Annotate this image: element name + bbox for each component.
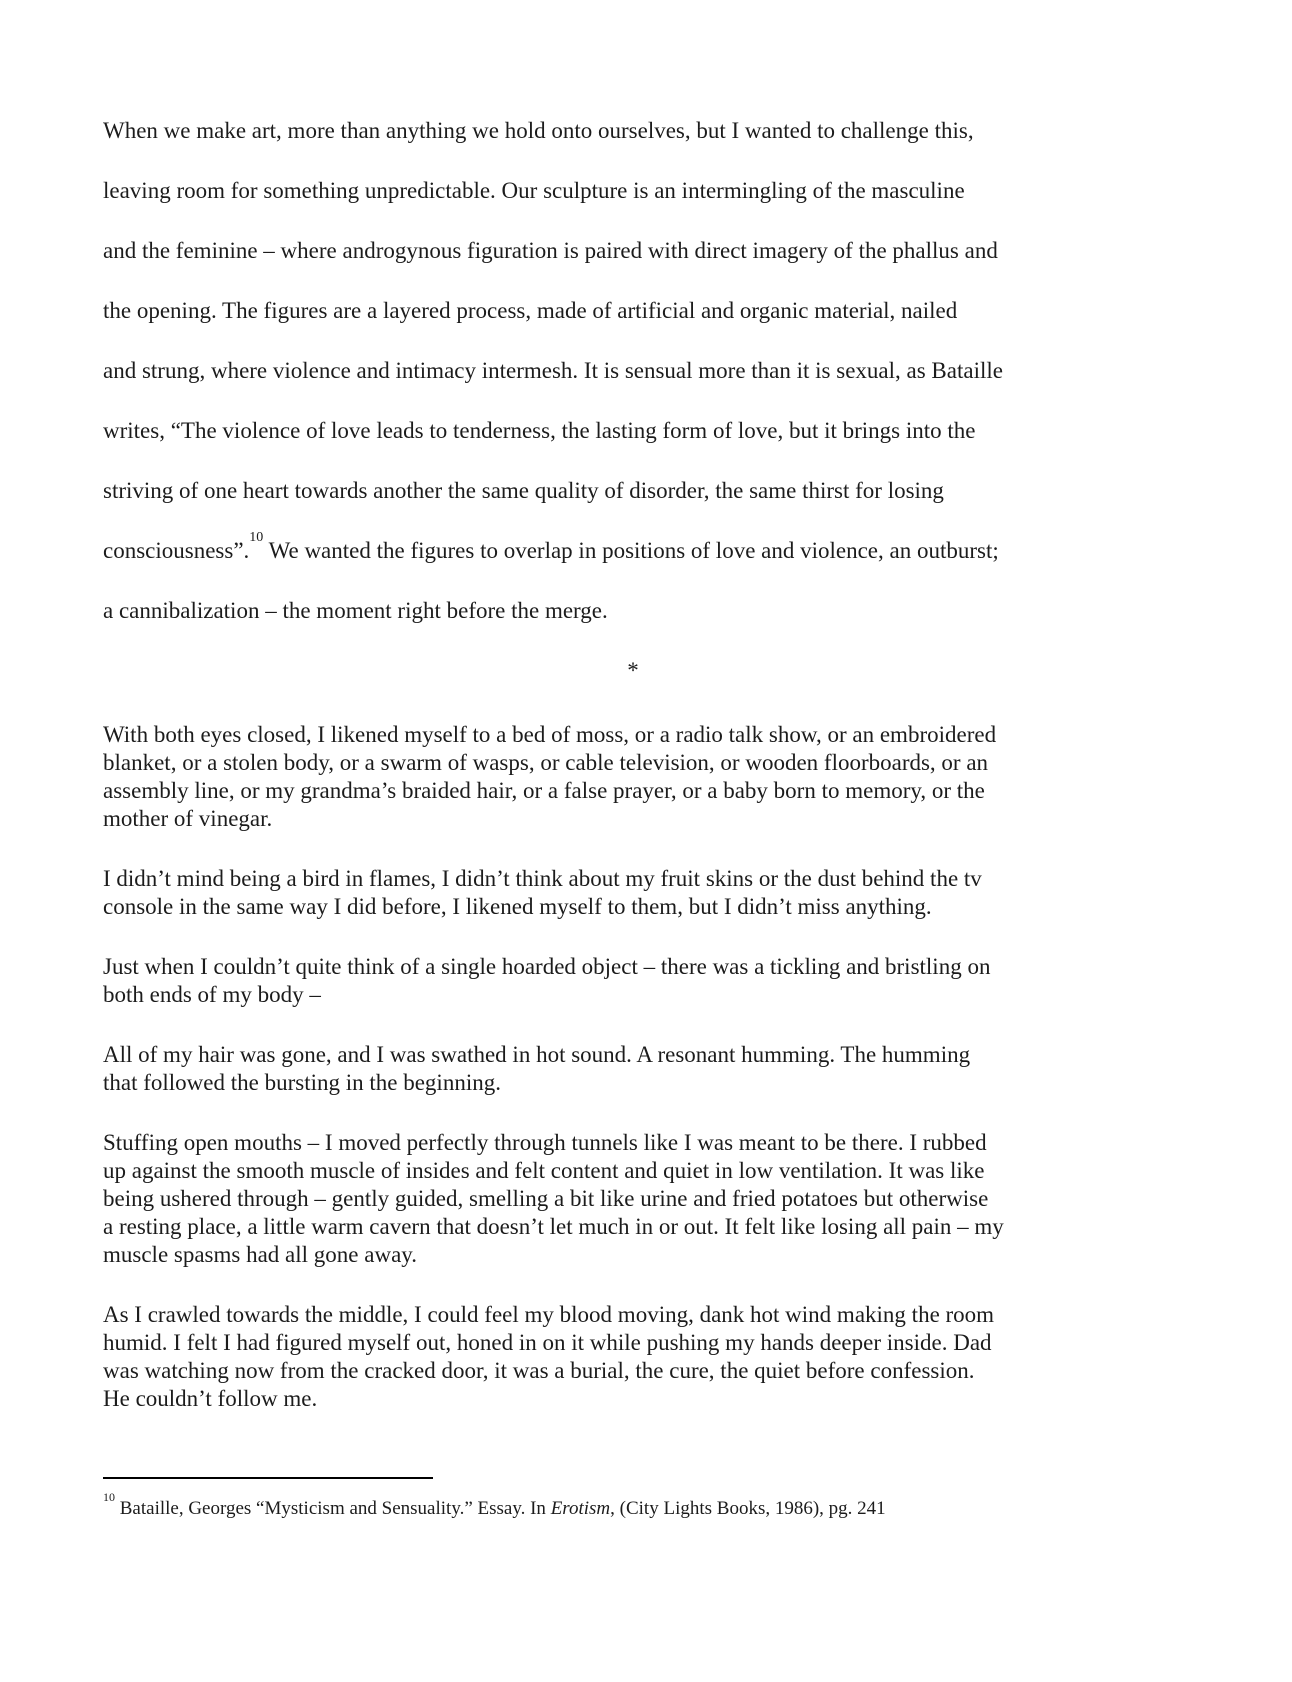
text-line: a cannibalization – the moment right before the merge. bbox=[103, 598, 608, 623]
essay-body bbox=[103, 101, 1163, 1522]
section-break-asterisk: * bbox=[627, 658, 639, 683]
footnote-10 bbox=[103, 1489, 1163, 1522]
text-line: and the feminine – where androgynous figuration is paired with direct imagery of the phallus and bbox=[103, 238, 998, 263]
text-line: and strung, where violence and intimacy intermesh. It is sensual more than it is sexual, as Bataille bbox=[103, 358, 1003, 383]
text-line: I didn’t mind being a bird in flames, I didn’t think about my fruit skins or the dust behind the tv bbox=[103, 866, 982, 891]
text-line: leaving room for something unpredictable. Our sculpture is an intermingling of the masculine bbox=[103, 178, 965, 203]
text-line: He couldn’t follow me. bbox=[103, 1386, 318, 1411]
text-line: muscle spasms had all gone away. bbox=[103, 1242, 418, 1267]
text-line: Stuffing open mouths – I moved perfectly through tunnels like I was meant to be there. I rubbed bbox=[103, 1130, 987, 1155]
text-line: When we make art, more than anything we hold onto ourselves, but I wanted to challenge this, bbox=[103, 118, 974, 143]
essay-paragraph-7 bbox=[103, 1301, 1163, 1413]
footnote-marker-10: 10 bbox=[103, 1489, 115, 1504]
text-line-with-footnote-ref bbox=[103, 521, 1163, 581]
essay-paragraph-2 bbox=[103, 721, 1163, 833]
text-line: the opening. The figures are a layered process, made of artificial and organic material, nailed bbox=[103, 298, 958, 323]
text-line: writes, “The violence of love leads to tenderness, the lasting form of love, but it brings into the bbox=[103, 418, 976, 443]
footnote-reference-10: 10 bbox=[249, 530, 264, 546]
text-line: With both eyes closed, I likened myself to a bed of moss, or a radio talk show, or an embroidered bbox=[103, 722, 997, 747]
footnote-book-title: Erotism bbox=[550, 1498, 611, 1519]
text-line: both ends of my body – bbox=[103, 982, 321, 1007]
text-line: As I crawled towards the middle, I could feel my blood moving, dank hot wind making the room bbox=[103, 1302, 995, 1327]
text-line: Just when I couldn’t quite think of a single hoarded object – there was a tickling and bristling on bbox=[103, 954, 991, 979]
footnote-text: Bataille, Georges “Mysticism and Sensuality.” Essay. In bbox=[115, 1498, 551, 1519]
text-line: up against the smooth muscle of insides and felt content and quiet in low ventilation. It was like bbox=[103, 1158, 985, 1183]
text-line: being ushered through – gently guided, smelling a bit like urine and fried potatoes but otherwise bbox=[103, 1186, 989, 1211]
text-line: striving of one heart towards another the same quality of disorder, the same thirst for losing bbox=[103, 478, 944, 503]
essay-paragraph-4 bbox=[103, 953, 1163, 1009]
footnote-separator-rule bbox=[103, 1477, 433, 1479]
text-line: blanket, or a stolen body, or a swarm of wasps, or cable television, or wooden floorboards, or an bbox=[103, 750, 989, 775]
essay-paragraph-1 bbox=[103, 101, 1163, 641]
text-line: that followed the bursting in the beginning. bbox=[103, 1070, 501, 1095]
text-segment: We wanted the figures to overlap in positions of love and violence, an outburst; bbox=[263, 538, 999, 563]
text-line: All of my hair was gone, and I was swathed in hot sound. A resonant humming. The humming bbox=[103, 1042, 971, 1067]
text-line: a resting place, a little warm cavern that doesn’t let much in or out. It felt like losing all pain – my bbox=[103, 1214, 1004, 1239]
text-line: mother of vinegar. bbox=[103, 806, 273, 831]
essay-paragraph-5 bbox=[103, 1041, 1163, 1097]
text-line: humid. I felt I had figured myself out, honed in on it while pushing my hands deeper inside. Dad bbox=[103, 1330, 992, 1355]
essay-paragraph-6 bbox=[103, 1129, 1163, 1269]
footnote-text: , (City Lights Books, 1986), pg. 241 bbox=[610, 1498, 886, 1519]
essay-paragraph-3 bbox=[103, 865, 1163, 921]
text-segment: consciousness”. bbox=[103, 538, 250, 563]
text-line: was watching now from the cracked door, it was a burial, the cure, the quiet before confession. bbox=[103, 1358, 975, 1383]
text-line: console in the same way I did before, I likened myself to them, but I didn’t miss anything. bbox=[103, 894, 932, 919]
text-line: assembly line, or my grandma’s braided hair, or a false prayer, or a baby born to memory, or the bbox=[103, 778, 985, 803]
